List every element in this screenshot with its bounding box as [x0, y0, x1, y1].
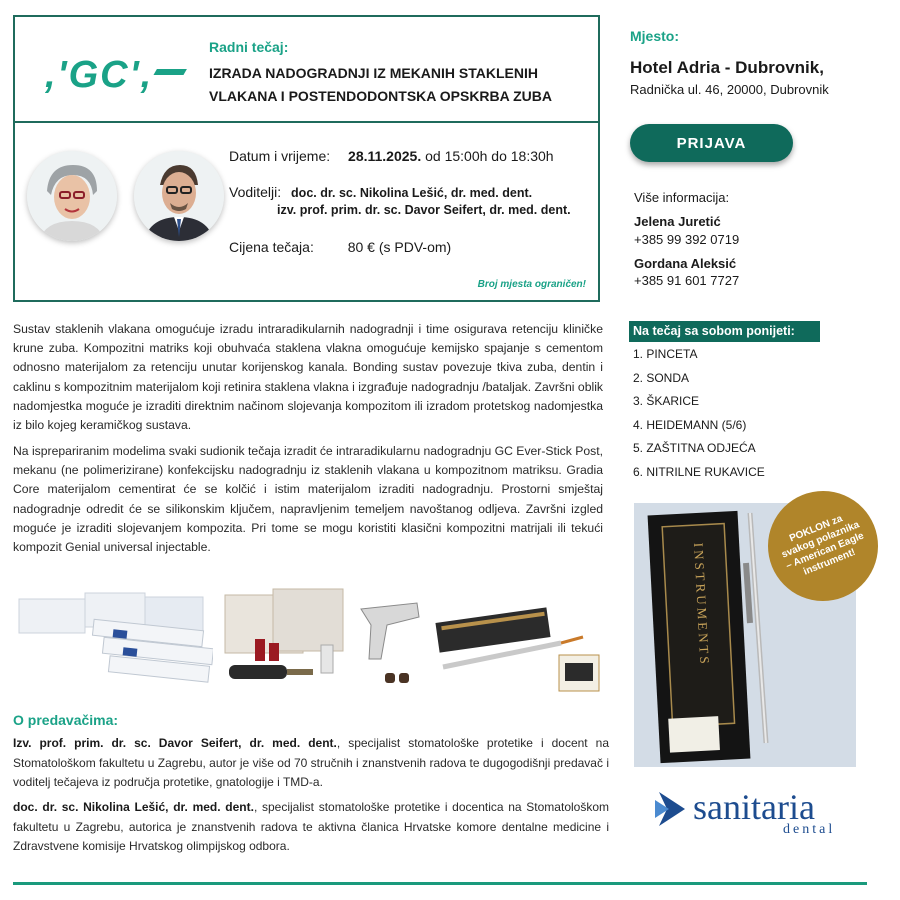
sponsor-sub: dental — [783, 822, 836, 837]
course-title-line1: IZRADA NADOGRADNJI IZ MEKANIH STAKLENIH — [209, 65, 538, 81]
course-header-box — [13, 15, 600, 302]
bring-list-item: 4. HEIDEMANN (5/6) — [633, 417, 747, 432]
sanitaria-dental-logo — [655, 786, 855, 842]
sponsor-name: sanitaria — [693, 787, 815, 827]
lecturer-photo-lesic — [27, 151, 117, 241]
venue-name: Hotel Adria - Dubrovnik, — [630, 58, 824, 77]
svg-text:,'GC',: ,'GC', — [45, 55, 154, 95]
bring-list-item: 2. SONDA — [633, 370, 690, 385]
svg-text:INSTRUMENTS: INSTRUMENTS — [691, 542, 713, 668]
lecturer-bio-lesic — [13, 798, 609, 857]
leader-2: izv. prof. prim. dr. sc. Davor Seifert, dr. med. dent. — [277, 203, 571, 217]
time-value: od 15:00h do 18:30h — [425, 148, 554, 164]
lecturer-bio-text: , specijalist stomatološke protetike i docent na Stomatološkom fakultetu u Zagrebu, autor je više od 70 stručnih i znanstvenih radova te dugogodišnji predavač i voditelj tečajeva iz područja protetike, gnatologije i TMD-a. — [13, 736, 609, 789]
everstick-post-image — [13, 585, 213, 695]
bring-list-item: 5. ZAŠTITNA ODJEĆA — [633, 441, 756, 455]
gift-badge: POKLON za svakog polaznika – American Eagle instrument! — [751, 474, 894, 617]
price-label: Cijena tečaja: — [229, 239, 314, 255]
bring-list-item: 6. NITRILNE RUKAVICE — [633, 464, 765, 479]
contact-phone-1[interactable]: +385 99 392 0719 — [634, 232, 740, 247]
lecturers-heading: O predavačima: — [13, 712, 119, 728]
description-paragraph-2: Na isprepariranim modelima svaki sudionik tečaja izradit će intraradikularnu nadogradnju GC Ever-Stick Post, mekanu (ne polimerizirane) konfekcijsku nadogradnju iz staklenih vlakana u kompozitnom matriksu. Gradia Core materijalom cementirat će se kolčić i istim materijalom izraditi nadogradnju. Prostorni smještaj nadogradnje odredit će se silikonskim ključem, napravljenim temeljem navoštanog odljeva. Završni izgled moguće je izraditi slojevanjem kompozita. Pri tome se mogu koristiti klasični kompozitni matrijali ili tekući kompozit Genial universal injectable. — [13, 444, 603, 555]
limited-seats-note: Broj mjesta ograničen! — [477, 279, 586, 290]
contact-phone-2[interactable]: +385 91 601 7727 — [634, 273, 740, 288]
bring-list — [633, 346, 765, 487]
course-kicker: Radni tečaj: — [209, 39, 289, 55]
venue-label: Mjesto: — [630, 28, 679, 44]
leaders-label: Voditelji: — [229, 184, 282, 200]
genial-universal-image — [433, 585, 603, 695]
product-images — [13, 585, 603, 695]
avatar-icon — [27, 151, 117, 241]
footer-divider — [13, 882, 867, 885]
price-row — [229, 239, 451, 255]
leaders-row — [229, 184, 532, 200]
date-row — [229, 148, 554, 164]
gc-logo-mark — [45, 55, 195, 95]
course-title-section — [15, 17, 598, 123]
lecturer-photo-seifert — [134, 151, 224, 241]
contact-name-2: Gordana Aleksić — [634, 256, 737, 271]
description-paragraph-1: Sustav staklenih vlakana omogućuje izradu intraradikularnih nadogradnji i time osigurava retenciju kliničke krune zuba. Kompozitni matriks koji obuhvaća staklena vlakna omogućuje kemijsko spajanje s cementom odnosno materijalom za retenciju unutar korijenskog kanala. Bonding sustav povezuje tkiva zuba, dentin i caklinu s kompozitnim materijalom koji retinira staklena vlakna i izgrađuje nadogradnju /bataljak. Završni oblik nadomjestka moguće je izraditi direktnim načinom slojevanja kompozitom ili izradom protetskog nadomjestka iz bilo kojeg keramičkog sustava. — [13, 322, 603, 433]
course-title — [209, 62, 594, 108]
more-info-label: Više informacija: — [634, 190, 730, 205]
bring-list-heading: Na tečaj sa sobom ponijeti: — [629, 321, 820, 342]
date-value: 28.11.2025. — [348, 148, 422, 164]
date-label: Datum i vrijeme: — [229, 148, 331, 164]
register-button[interactable]: PRIJAVA — [630, 124, 793, 162]
gradia-core-image — [221, 585, 431, 695]
contact-name-1: Jelena Juretić — [634, 214, 721, 229]
avatar-icon — [134, 151, 224, 241]
lecturer-name-lesic: doc. dr. sc. Nikolina Lešić, dr. med. dent. — [13, 800, 254, 814]
sanitaria-logo-icon — [655, 790, 689, 828]
bring-list-item: 1. PINCETA — [633, 347, 698, 361]
leader-1: doc. dr. sc. Nikolina Lešić, dr. med. dent. — [291, 186, 533, 200]
lecturer-name-seifert: Izv. prof. prim. dr. sc. Davor Seifert, dr. med. dent. — [13, 736, 337, 750]
gc-logo — [45, 55, 195, 104]
lecturer-bio-text: , specijalist stomatološke protetike i docentica na Stomatološkom fakultetu u Zagrebu, autorica je znanstvenih radova te aktivna članica Hrvatske komore dentalne medicine i Zdravstvene komisije Hrvatskog olimpijskog odbora. — [13, 800, 609, 853]
course-title-line2: VLAKANA I POSTENDODONTSKA OPSKRBA ZUBA — [209, 88, 553, 104]
lecturer-bio-seifert — [13, 734, 609, 793]
bring-list-item: 3. ŠKARICE — [633, 394, 700, 408]
venue-address: Radnička ul. 46, 20000, Dubrovnik — [630, 82, 829, 97]
price-value: 80 € (s PDV-om) — [347, 239, 452, 255]
